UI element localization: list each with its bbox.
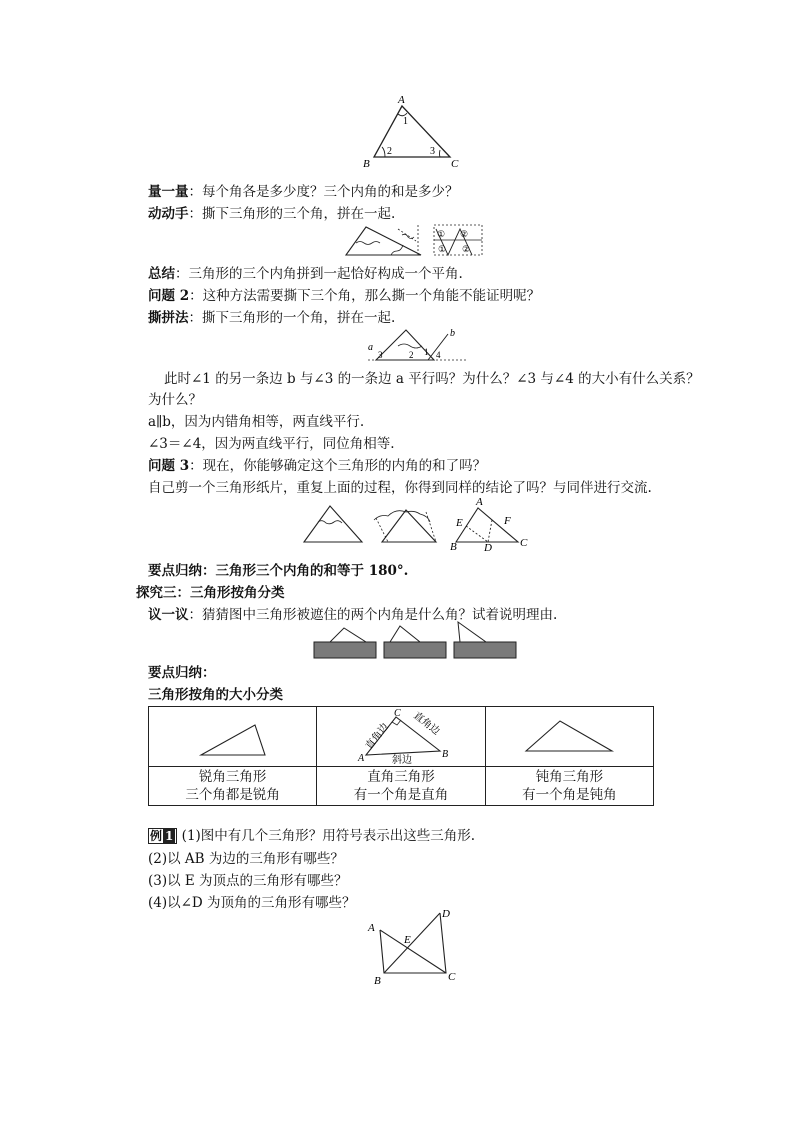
table-figure-row (149, 707, 654, 767)
ex-vertex-a: A (368, 922, 375, 934)
right-triangle-icon (326, 709, 476, 765)
tear-label: 撕拼法 (148, 310, 189, 326)
paragraph-1-line-2: 为什么？ (148, 392, 202, 408)
piece-2-label: ② (460, 229, 469, 239)
acute-name: 锐角三角形 (198, 769, 267, 786)
table-text-row (149, 767, 654, 806)
explore3-label: 探究三： (136, 585, 190, 601)
triangle-abc-figure (360, 92, 470, 170)
angle-2-label: 2 (387, 146, 392, 157)
triangle-classification-table (148, 706, 654, 806)
acute-figure-cell (149, 707, 317, 767)
right-text-cell (317, 767, 485, 806)
acute-desc: 三个角都是锐角 (185, 787, 280, 804)
piece-4-label: ② (462, 244, 471, 254)
right-name: 直角三角形 (367, 769, 435, 786)
key-point-1-line (148, 562, 408, 580)
right-vertex-c: C (393, 708, 401, 719)
discuss-label: 议一议 (148, 607, 189, 623)
question2-label: 问题 2 (148, 288, 190, 304)
right-desc: 有一个角是直角 (353, 787, 449, 804)
vertex-a-label: A (398, 94, 405, 106)
acute-triangle-icon (183, 709, 283, 765)
piece-3-label: ① (438, 244, 447, 254)
angle-3-label: 3 (430, 146, 435, 157)
tear-angle-2: 2 (409, 350, 414, 360)
ex-vertex-b: B (374, 975, 381, 987)
covered-triangles-figure (310, 620, 520, 662)
summary-line (148, 265, 463, 283)
ex-vertex-e: E (404, 934, 411, 946)
vertex-c-label: C (451, 158, 459, 170)
example-q4: (4)以∠D 为顶角的三角形有哪些？ (148, 895, 356, 911)
explore3-text: 三角形按角分类 (190, 585, 285, 601)
example-badge-num: 1 (165, 829, 174, 843)
right-vertex-b: B (441, 748, 449, 760)
tear-angle-1: 1 (424, 347, 429, 357)
question3-label: 问题 3 (148, 458, 190, 474)
ex-vertex-c: C (448, 971, 456, 983)
example-q3: (3)以 E 为顶点的三角形有哪些？ (148, 873, 348, 889)
hypotenuse-label: 斜边 (391, 754, 412, 765)
measure-label: 量一量 (148, 184, 189, 200)
line-b-label: b (450, 328, 455, 339)
table-title (148, 686, 283, 704)
tear-angle-4: 4 (436, 350, 441, 360)
paragraph-4: 自己剪一个三角形纸片，重复上面的过程，你得到同样的结论了吗？与同伴进行交流. (148, 480, 652, 496)
example-q1-line (148, 827, 475, 845)
angle-1-label: 1 (403, 116, 408, 127)
leg-2-label: 直角边 (411, 709, 442, 737)
fig4-vertex-a: A (476, 496, 483, 508)
obtuse-desc: 有一个角是钝角 (522, 787, 617, 804)
fig4-vertex-f: F (504, 515, 511, 527)
fig4-vertex-b: B (450, 541, 457, 553)
three-angles-torn-figure (336, 221, 486, 261)
paragraph-1-line-1: 此时∠1 的另一条边 b 与∠3 的一条边 a 平行吗？为什么？∠3 与∠4 的大小有什么关系？ (164, 371, 700, 387)
example-badge (148, 828, 177, 844)
explore3-line (136, 584, 285, 602)
discuss-text: ：猜猜图中三角形被遮住的两个内角是什么角？试着说明理由. (188, 607, 558, 623)
measure-text: ：每个角各是多少度？三个内角的和是多少？ (188, 184, 459, 200)
hands-on-text: ：撕下三角形的三个角，拼在一起. (188, 206, 396, 222)
fig4-vertex-e: E (456, 517, 463, 529)
summary-label: 总结 (148, 266, 175, 282)
measure-line (148, 183, 459, 201)
table-title-text: 三角形按角的大小分类 (148, 687, 283, 703)
tear-angle-3: 3 (378, 350, 383, 360)
tear-line (148, 309, 395, 327)
example-q2: (2)以 AB 为边的三角形有哪些？ (148, 851, 344, 867)
fig4-vertex-c: C (520, 537, 528, 549)
key-point-1-label: 要点归纳： (148, 563, 216, 579)
question3-text: ：现在，你能够确定这个三角形的内角的和了吗？ (189, 458, 487, 474)
question3-line (148, 457, 486, 475)
ex-vertex-d: D (442, 908, 450, 920)
vertex-b-label: B (363, 158, 370, 170)
obtuse-text-cell (485, 767, 653, 806)
right-figure-cell (317, 707, 485, 767)
example-q1: (1)图中有几个三角形？用符号表示出这些三角形. (181, 828, 476, 844)
example-figure (364, 905, 464, 987)
example-badge-text: 例 (150, 829, 163, 843)
question2-text: ：这种方法需要撕下三个角，那么撕一个角能不能证明呢？ (189, 288, 541, 304)
paragraph-3: ∠3＝∠4，因为两直线平行，同位角相等. (148, 436, 395, 452)
acute-text-cell (149, 767, 317, 806)
hands-on-label: 动动手 (148, 206, 189, 222)
obtuse-triangle-icon (514, 709, 624, 765)
obtuse-name: 钝角三角形 (535, 769, 604, 786)
paragraph-2: a∥b，因为内错角相等，两直线平行. (148, 414, 365, 430)
question2-line (148, 287, 540, 305)
tear-text: ：撕下三角形的一个角，拼在一起. (188, 310, 396, 326)
key-point-2-line (148, 664, 216, 682)
one-angle-torn-figure (368, 326, 468, 364)
cut-triangles-figure (296, 496, 536, 554)
line-a-label: a (368, 342, 373, 353)
piece-1-label: ① (437, 229, 446, 239)
leg-1-label: 直角边 (363, 720, 392, 752)
key-point-2-label: 要点归纳： (148, 665, 216, 681)
right-vertex-a: A (357, 752, 365, 764)
obtuse-figure-cell (485, 707, 653, 767)
key-point-1-text: 三角形三个内角的和等于 180°. (215, 563, 409, 579)
summary-text: ：三角形的三个内角拼到一起恰好构成一个平角. (175, 266, 463, 282)
fig4-vertex-d: D (484, 542, 492, 554)
